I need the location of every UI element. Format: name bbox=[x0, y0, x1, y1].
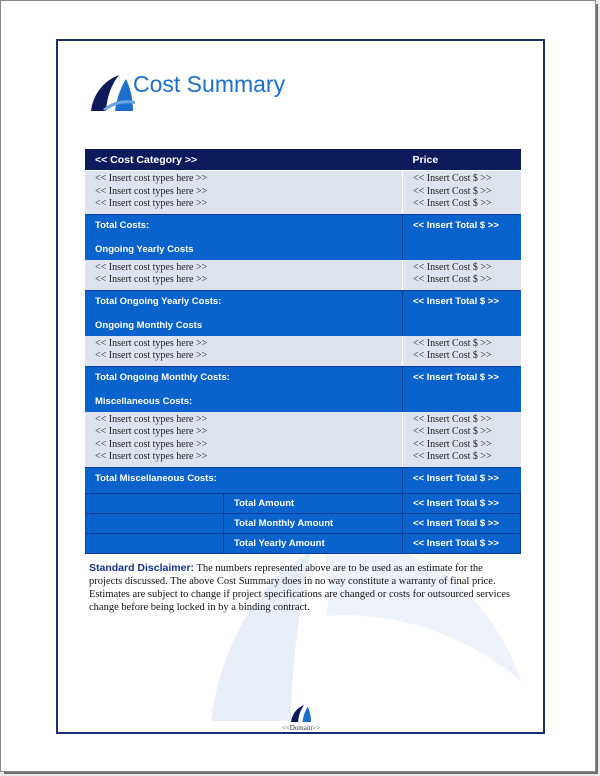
summary-label: Total Yearly Amount bbox=[224, 534, 403, 554]
sail-logo-icon bbox=[89, 71, 135, 113]
table-header-row bbox=[85, 149, 521, 171]
cost-items-row bbox=[85, 412, 521, 468]
summary-label: Total Monthly Amount bbox=[224, 514, 403, 534]
cost-type-text: << Insert cost types here >> bbox=[95, 198, 208, 209]
cost-price-text: << Insert Cost $ >> bbox=[413, 413, 492, 425]
summary-value: << Insert Total $ >> bbox=[403, 494, 521, 514]
group-total-label bbox=[85, 214, 403, 260]
group-total-row bbox=[85, 214, 521, 260]
total-label-text: Total Ongoing Yearly Costs: bbox=[95, 295, 222, 307]
cost-price-text: << Insert Cost $ >> bbox=[413, 426, 492, 437]
total-label-text: Total Ongoing Monthly Costs: bbox=[95, 371, 230, 383]
cost-price-text: << Insert Cost $ >> bbox=[413, 438, 492, 450]
group-total-label bbox=[85, 290, 403, 336]
group-total-label bbox=[85, 467, 403, 493]
cost-table bbox=[85, 149, 521, 493]
summary-row bbox=[86, 534, 521, 554]
header-cost-category: << Cost Category >> bbox=[85, 149, 403, 171]
cost-price-text: << Insert Cost $ >> bbox=[413, 274, 492, 285]
total-label-text: Total Miscellaneous Costs: bbox=[95, 472, 217, 484]
cost-type-text: << Insert cost types here >> bbox=[95, 274, 208, 285]
cost-price-text: << Insert Cost $ >> bbox=[413, 337, 492, 349]
standard-disclaimer bbox=[89, 562, 511, 614]
group-total-value bbox=[403, 467, 522, 493]
cost-type-text: << Insert cost types here >> bbox=[95, 413, 208, 425]
disclaimer-text: The numbers represented above are to be used as an estimate for the projects discussed. The above Cost Summary does in no way constitute a warranty of final price. Estimates are subject to change if project specifications are changed or costs for outsourced services change before being locked in by a binding contract. bbox=[89, 563, 511, 613]
summary-label: Total Amount bbox=[224, 494, 403, 514]
group-total-label bbox=[85, 366, 403, 412]
total-value-text: << Insert Total $ >> bbox=[413, 472, 499, 484]
cost-type-cell bbox=[85, 260, 403, 291]
cost-items-row bbox=[85, 171, 521, 215]
group-total-value bbox=[403, 290, 522, 336]
cost-price-text: << Insert Cost $ >> bbox=[413, 350, 492, 361]
cost-price-cell bbox=[403, 336, 522, 367]
cost-type-text: << Insert cost types here >> bbox=[95, 426, 208, 437]
cost-price-cell bbox=[403, 171, 522, 215]
cost-price-text: << Insert Cost $ >> bbox=[413, 261, 492, 273]
total-label-text: Total Costs: bbox=[95, 219, 150, 231]
group-total-value bbox=[403, 214, 522, 260]
total-value-text: << Insert Total $ >> bbox=[413, 295, 499, 307]
cost-price-text: << Insert Cost $ >> bbox=[413, 185, 492, 197]
section-heading: Ongoing Yearly Costs bbox=[95, 243, 194, 255]
cost-items-row bbox=[85, 336, 521, 367]
cost-items-row bbox=[85, 260, 521, 291]
summary-value: << Insert Total $ >> bbox=[403, 534, 521, 554]
cost-type-cell bbox=[85, 336, 403, 367]
cost-type-text: << Insert cost types here >> bbox=[95, 350, 208, 361]
cost-type-cell bbox=[85, 412, 403, 468]
cost-type-text: << Insert cost types here >> bbox=[95, 261, 208, 273]
total-value-text: << Insert Total $ >> bbox=[413, 219, 499, 231]
cost-type-text: << Insert cost types here >> bbox=[95, 451, 208, 462]
cost-type-cell bbox=[85, 171, 403, 215]
total-value-text: << Insert Total $ >> bbox=[413, 371, 499, 383]
cost-price-text: << Insert Cost $ >> bbox=[413, 451, 492, 462]
summary-blank-cell bbox=[86, 534, 224, 554]
footer-domain: <<Domain>> bbox=[281, 724, 321, 732]
cost-price-text: << Insert Cost $ >> bbox=[413, 173, 492, 184]
footer-logo-icon bbox=[290, 703, 312, 723]
header-price: Price bbox=[403, 149, 522, 171]
summary-value: << Insert Total $ >> bbox=[403, 514, 521, 534]
group-total-row bbox=[85, 366, 521, 412]
group-total-value bbox=[403, 366, 522, 412]
summary-row bbox=[86, 514, 521, 534]
cost-price-cell bbox=[403, 412, 522, 468]
section-heading: Ongoing Monthly Costs bbox=[95, 319, 203, 331]
cost-price-cell bbox=[403, 260, 522, 291]
summary-blank-cell bbox=[86, 514, 224, 534]
cost-type-text: << Insert cost types here >> bbox=[95, 438, 208, 450]
group-total-row bbox=[85, 290, 521, 336]
disclaimer-heading: Standard Disclaimer: bbox=[89, 562, 195, 574]
group-total-row bbox=[85, 467, 521, 493]
cost-price-text: << Insert Cost $ >> bbox=[413, 198, 492, 209]
summary-table bbox=[85, 493, 521, 554]
cost-type-text: << Insert cost types here >> bbox=[95, 185, 208, 197]
summary-blank-cell bbox=[86, 494, 224, 514]
section-heading: Miscellaneous Costs: bbox=[95, 395, 193, 407]
cost-type-text: << Insert cost types here >> bbox=[95, 337, 208, 349]
cost-type-text: << Insert cost types here >> bbox=[95, 173, 208, 184]
page-title: Cost Summary bbox=[133, 71, 286, 97]
summary-row bbox=[86, 494, 521, 514]
